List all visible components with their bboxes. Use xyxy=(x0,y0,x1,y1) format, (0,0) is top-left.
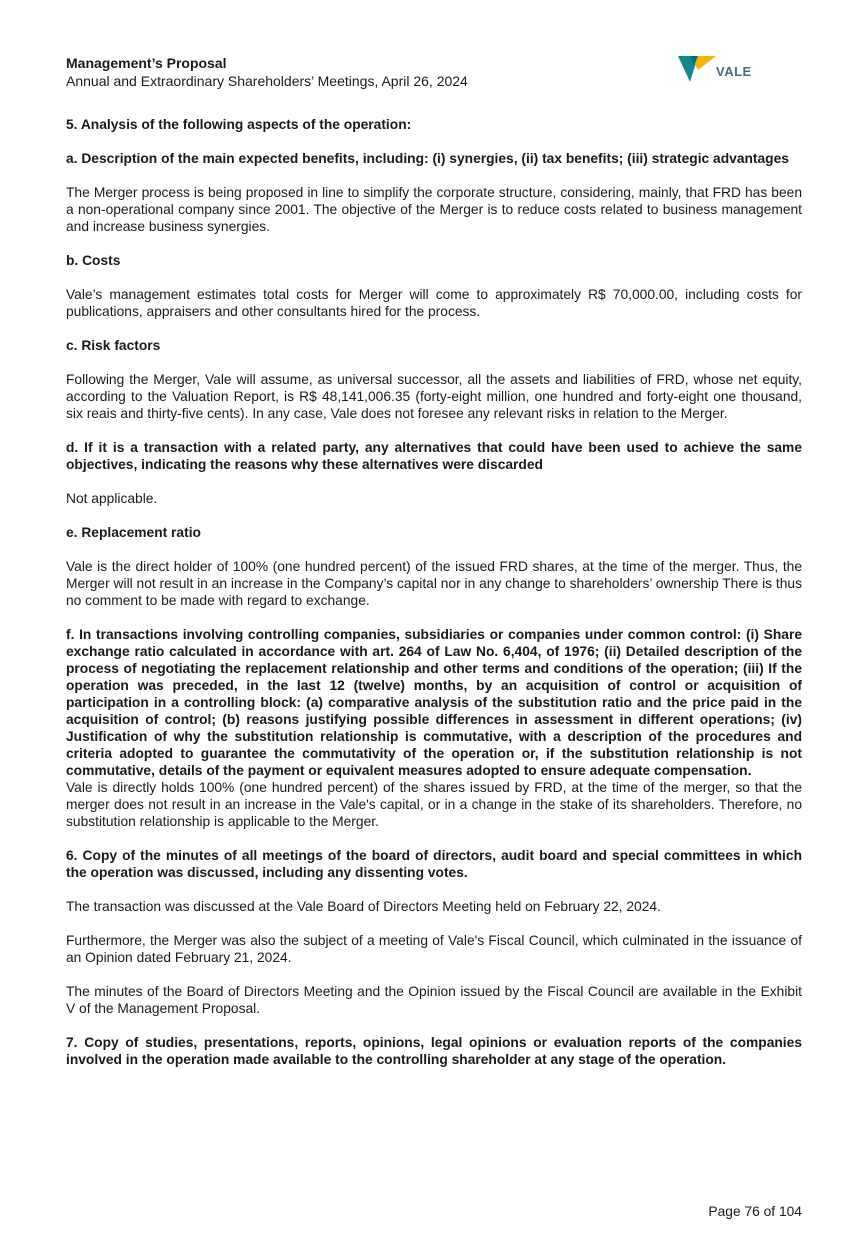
section-6-heading: 6. Copy of the minutes of all meetings of the board of directors, audit board and special committees in which the operation was discussed, including any dissenting votes. xyxy=(66,848,802,880)
section-d-body: Not applicable. xyxy=(66,491,158,506)
section-b-heading: b. Costs xyxy=(66,253,121,268)
document-body xyxy=(66,116,802,1085)
section-e-heading: e. Replacement ratio xyxy=(66,525,201,540)
page-number: Page 76 of 104 xyxy=(708,1204,802,1219)
section-6-paragraph-1: The transaction was discussed at the Vale Board of Directors Meeting held on February 22, 2024. xyxy=(66,899,661,914)
section-a-body: The Merger process is being proposed in line to simplify the corporate structure, considering, mainly, that FRD has been a non-operational company since 2001. The objective of the Merger is to reduce costs related to business management and increase business synergies. xyxy=(66,185,802,234)
section-f-body: Vale is directly holds 100% (one hundred percent) of the shares issued by FRD, at the time of the merger, so that the merger does not result in an increase in the Vale's capital, or in a change in the stake of its shareholders. Therefore, no substitution relationship is applicable to the Merger. xyxy=(66,780,802,829)
section-c-body: Following the Merger, Vale will assume, as universal successor, all the assets and liabilities of FRD, whose net equity, according to the Valuation Report, is R$ 48,141,006.35 (forty-eight million, one hundred and forty-eight one thousand, six reais and thirty-five cents). In any case, Vale does not foresee any relevant risks in relation to the Merger. xyxy=(66,372,802,421)
section-e-body: Vale is the direct holder of 100% (one hundred percent) of the issued FRD shares, at the time of the merger. Thus, the Merger will not result in an increase in the Company’s capital nor in any change to shareholders’ ownership There is thus no comment to be made with regard to exchange. xyxy=(66,559,802,608)
section-a-heading: a. Description of the main expected benefits, including: (i) synergies, (ii) tax benefits; (iii) strategic advantages xyxy=(66,151,789,166)
vale-logo xyxy=(676,52,766,86)
section-f-heading: f. In transactions involving controlling companies, subsidiaries or companies under common control: (i) Share exchange ratio calculated in accordance with art. 264 of Law No. 6,404, of 1976; (ii) Detailed description of the process of negotiating the replacement relationship and other terms and conditions of the operation; (iii) If the operation was preceded, in the last 12 (twelve) months, by an acquisition of control or acquisition of participation in a controlling block: (a) comparative analysis of the substitution ratio and the price paid in the acquisition of control; (b) reasons justifying possible differences in assessment in different operations; (iv) Justification of why the substitution relationship is commutative, with a description of the procedures and criteria adopted to guarantee the commutativity of the operation or, if the substitution relationship is not commutative, details of the payment or equivalent measures adopted to ensure adequate compensation. xyxy=(66,627,802,778)
section-5-heading: 5. Analysis of the following aspects of the operation: xyxy=(66,117,412,132)
logo-text: VALE xyxy=(716,64,752,79)
section-6-paragraph-2: Furthermore, the Merger was also the subject of a meeting of Vale's Fiscal Council, which culminated in the issuance of an Opinion dated February 21, 2024. xyxy=(66,933,802,965)
section-c-heading: c. Risk factors xyxy=(66,338,161,353)
vale-logo-icon xyxy=(676,52,716,86)
section-7-heading: 7. Copy of studies, presentations, reports, opinions, legal opinions or evaluation reports of the companies involved in the operation made available to the controlling shareholder at any stage of the operation. xyxy=(66,1035,802,1067)
section-b-body: Vale’s management estimates total costs for Merger will come to approximately R$ 70,000.00, including costs for publications, appraisers and other consultants hired for the process. xyxy=(66,287,802,319)
section-6-paragraph-3: The minutes of the Board of Directors Meeting and the Opinion issued by the Fiscal Council are available in the Exhibit V of the Management Proposal. xyxy=(66,984,802,1016)
header-title: Management’s Proposal xyxy=(66,55,227,71)
section-d-heading: d. If it is a transaction with a related party, any alternatives that could have been used to achieve the same objectives, indicating the reasons why these alternatives were discarded xyxy=(66,440,802,472)
header-subtitle: Annual and Extraordinary Shareholders’ Meetings, April 26, 2024 xyxy=(66,73,468,89)
